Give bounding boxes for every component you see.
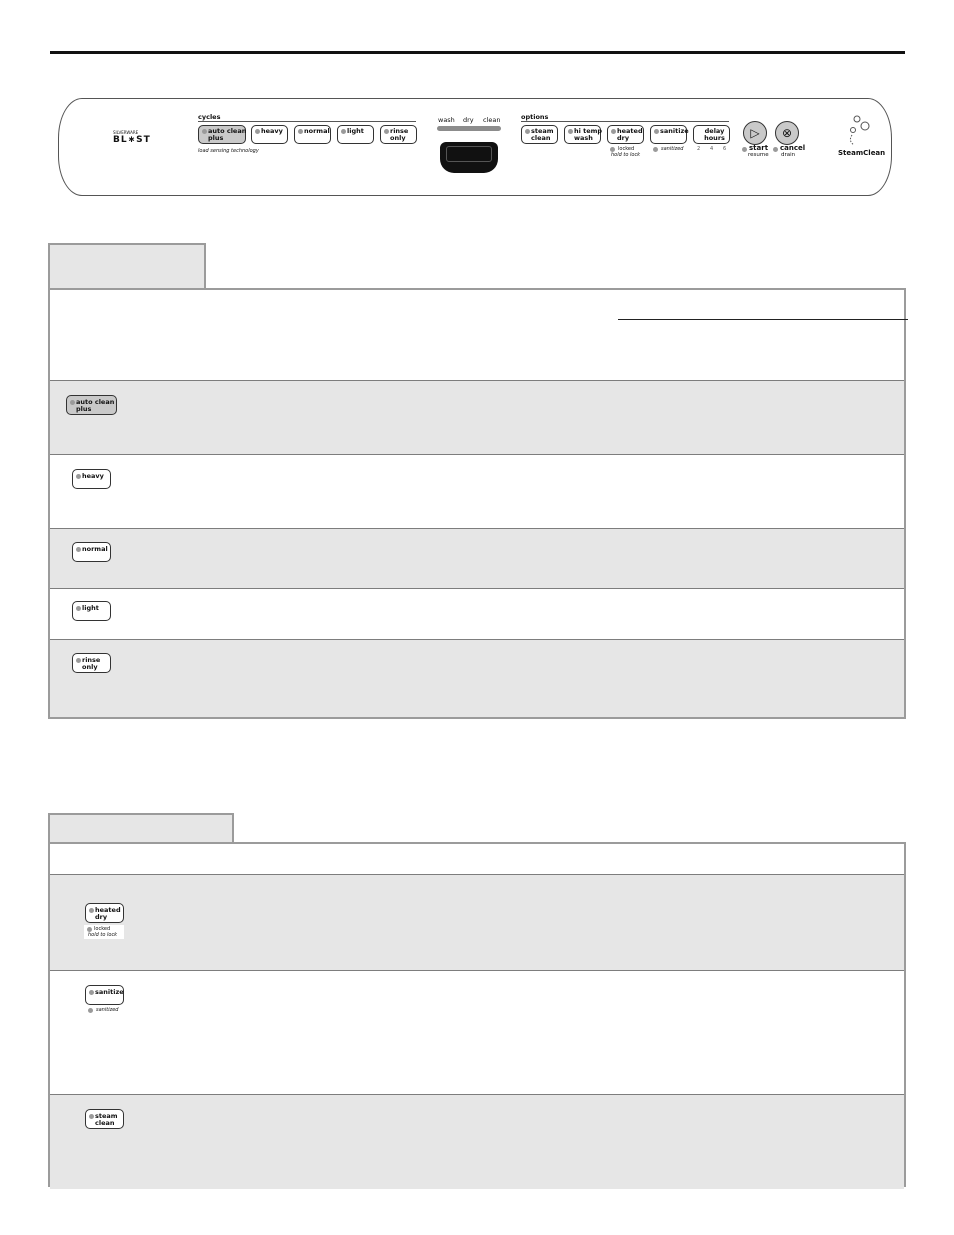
- play-icon: ▷: [750, 126, 760, 140]
- cycles-tab: [48, 243, 206, 289]
- steam-bubbles-icon: [844, 113, 874, 147]
- button-label: normal: [82, 545, 108, 553]
- light-button[interactable]: [337, 125, 374, 144]
- table-row: [50, 528, 904, 588]
- cancel-indicator-light: [773, 147, 778, 152]
- delay-2: 2: [697, 146, 701, 152]
- steamclean-logo-text: SteamClean: [838, 149, 886, 157]
- control-panel: [58, 98, 892, 196]
- hold-to-lock-text: hold to lock: [611, 152, 641, 158]
- button-label: heavy: [82, 472, 104, 480]
- delay-hours-label: delay hours: [704, 127, 725, 142]
- load-sensing-text: load sensing technology: [198, 148, 259, 154]
- cancel-label: cancel: [780, 144, 806, 152]
- hi-temp-wash-label: hi temp wash: [574, 127, 603, 142]
- indicator-light: [298, 129, 303, 134]
- cancel-button[interactable]: [775, 121, 799, 145]
- indicator-light: [525, 129, 530, 134]
- hold-to-lock-text: hold to lock: [88, 932, 118, 938]
- button-label: steam clean: [95, 1112, 118, 1127]
- cycles-label: cycles: [198, 113, 221, 121]
- indicator-light: [255, 129, 260, 134]
- heavy-button[interactable]: [251, 125, 288, 144]
- sanitize-label: sanitize: [660, 127, 689, 135]
- options-divider: [521, 121, 729, 122]
- light-label: light: [347, 127, 364, 135]
- delay-6: 6: [723, 146, 727, 152]
- indicator-light: [89, 908, 94, 913]
- indicator-light: [89, 990, 94, 995]
- drain-label: drain: [781, 152, 796, 158]
- table-row: [50, 380, 904, 454]
- indicator-light: [568, 129, 573, 134]
- normal-button: [72, 542, 111, 562]
- indicator-light: [76, 547, 81, 552]
- sanitized-indicator-light: [653, 147, 658, 152]
- table-row: [50, 970, 904, 1094]
- steam-clean-button[interactable]: [521, 125, 558, 144]
- indicator-light: [76, 658, 81, 663]
- auto-clean-plus-button: [66, 395, 117, 415]
- options-table: [48, 842, 906, 1187]
- cycles-table: [48, 288, 906, 719]
- start-label: start: [749, 144, 769, 152]
- indicator-light: [70, 400, 75, 405]
- indicator-light: [76, 474, 81, 479]
- header-rule: [618, 319, 908, 320]
- sanitize-button[interactable]: [650, 125, 687, 144]
- heated-dry-button[interactable]: [607, 125, 644, 144]
- locked-text: locked: [94, 926, 111, 932]
- rinse-only-button[interactable]: [380, 125, 417, 144]
- table-row: [50, 639, 904, 717]
- options-label: options: [521, 113, 549, 121]
- indicator-light: [384, 129, 389, 134]
- table-row: [50, 454, 904, 528]
- heavy-label: heavy: [261, 127, 283, 135]
- cycles-divider: [198, 121, 416, 122]
- sanitized-indicator-light: [88, 1008, 93, 1013]
- status-dry: dry: [463, 116, 474, 124]
- indicator-light: [76, 606, 81, 611]
- heavy-button: [72, 469, 111, 489]
- button-label: heated dry: [95, 906, 121, 921]
- indicator-light: [202, 129, 207, 134]
- sanitized-text: sanitized: [661, 146, 684, 152]
- brand-small-text: SILVERWARE: [113, 130, 139, 135]
- button-label: rinse only: [82, 656, 101, 671]
- table-row: [50, 588, 904, 639]
- button-label: light: [82, 604, 99, 612]
- light-button: [72, 601, 111, 621]
- steam-clean-button: [85, 1109, 124, 1129]
- cancel-icon: ⊗: [781, 126, 793, 140]
- display-window: [446, 146, 492, 162]
- button-label: auto clean plus: [76, 398, 115, 413]
- normal-label: normal: [304, 127, 330, 135]
- top-rule: [50, 51, 905, 54]
- brand-logo: BL∗ST: [113, 135, 151, 145]
- indicator-light: [89, 1114, 94, 1119]
- table-row: [50, 874, 904, 970]
- rinse-only-button: [72, 653, 111, 673]
- sanitize-button: [85, 985, 124, 1005]
- indicator-light: [654, 129, 659, 134]
- locked-text: locked: [618, 146, 635, 152]
- digital-display: [440, 142, 498, 173]
- status-clean: clean: [483, 116, 501, 124]
- indicator-light: [611, 129, 616, 134]
- locked-label-area: [84, 925, 124, 939]
- indicator-light: [341, 129, 346, 134]
- cycles-table-header: [50, 290, 904, 380]
- status-wash: wash: [438, 116, 455, 124]
- rinse-only-label: rinse only: [390, 127, 409, 142]
- normal-button[interactable]: [294, 125, 331, 144]
- status-bar: [437, 126, 501, 131]
- steam-clean-label: steam clean: [531, 127, 554, 142]
- resume-label: resume: [748, 152, 769, 158]
- options-table-header: [50, 844, 904, 874]
- heated-dry-button: [85, 903, 124, 923]
- table-row: [50, 1094, 904, 1189]
- auto-clean-plus-button[interactable]: [198, 125, 246, 144]
- button-label: sanitize: [95, 988, 124, 996]
- auto-clean-plus-label: auto clean plus: [208, 127, 247, 142]
- heated-dry-label: heated dry: [617, 127, 643, 142]
- delay-hours-button[interactable]: [693, 125, 730, 144]
- start-button[interactable]: [743, 121, 767, 145]
- start-indicator-light: [742, 147, 747, 152]
- hi-temp-wash-button[interactable]: [564, 125, 601, 144]
- delay-4: 4: [710, 146, 714, 152]
- options-tab: [48, 813, 234, 843]
- sanitized-text: sanitized: [96, 1007, 119, 1013]
